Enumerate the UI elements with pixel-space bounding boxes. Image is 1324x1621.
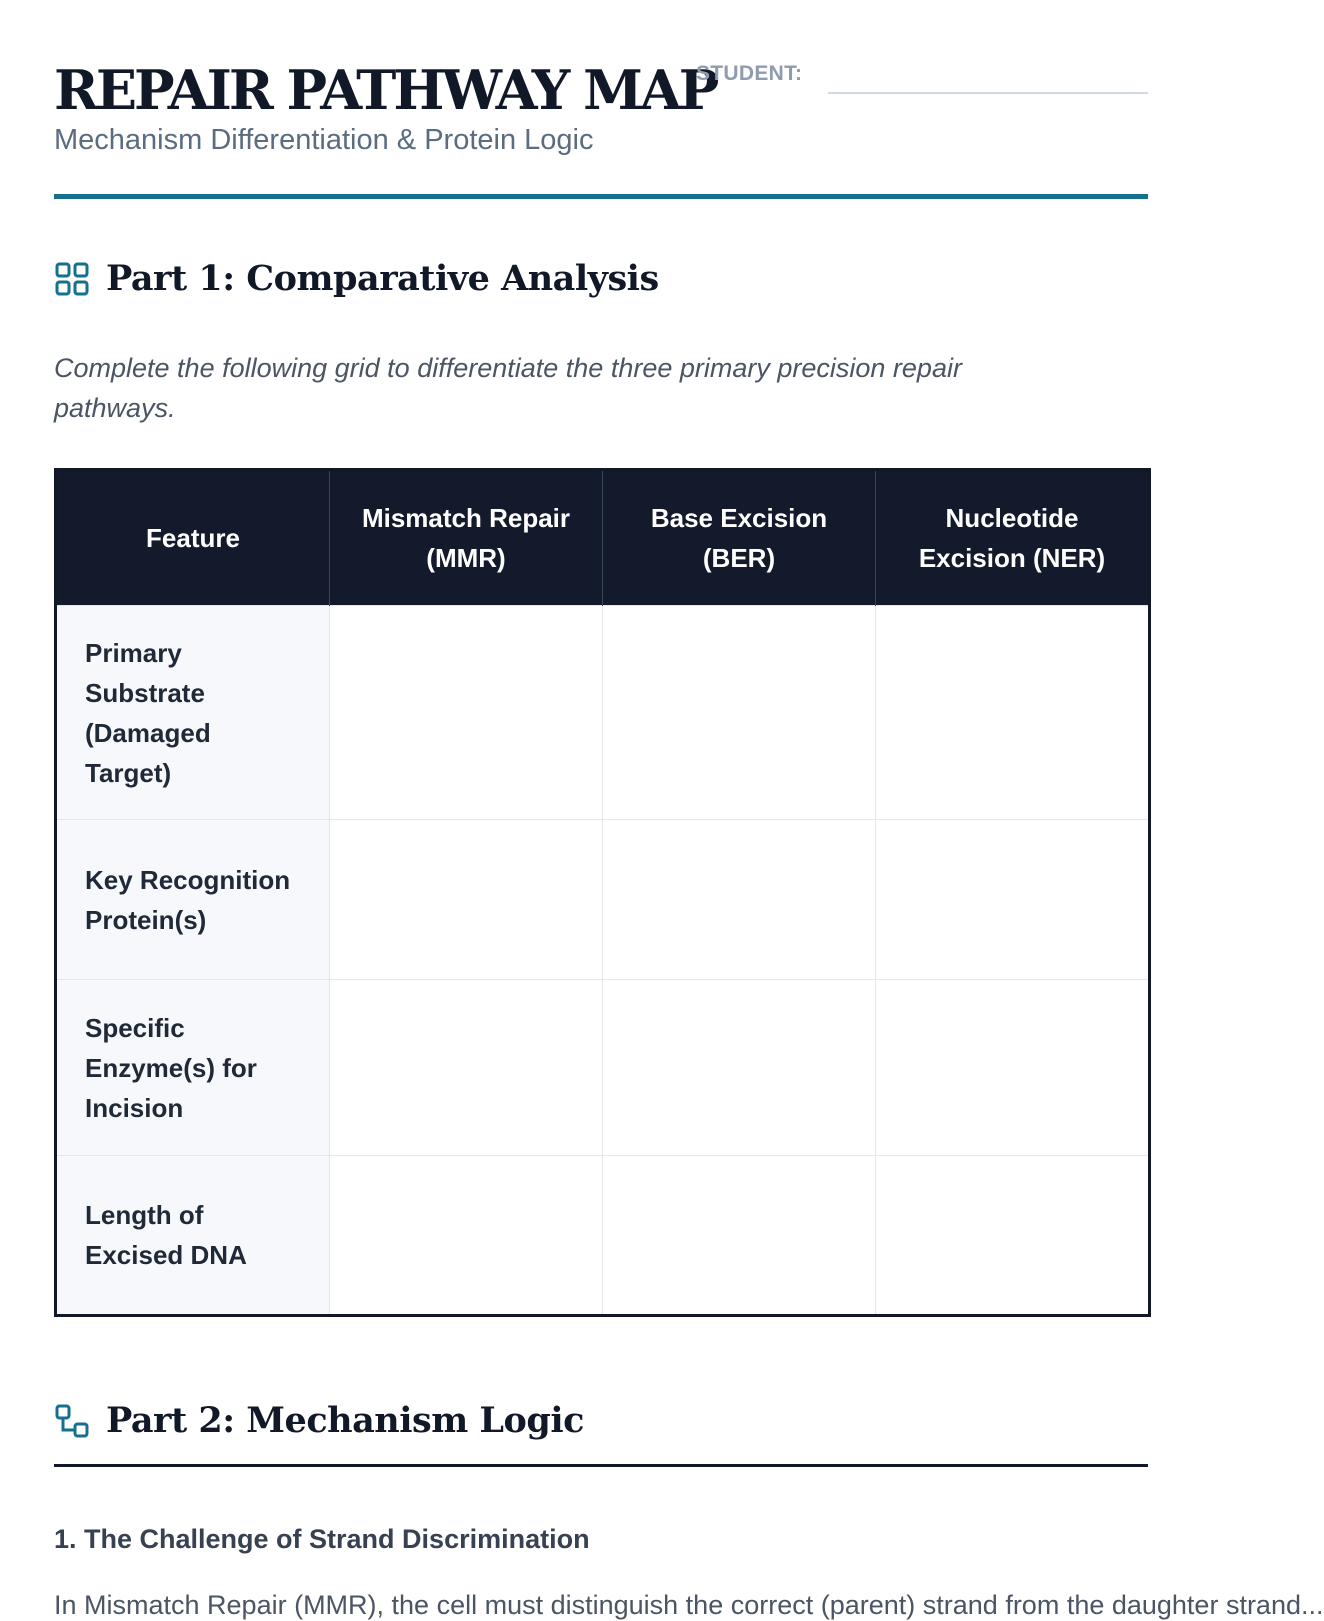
feature-label: Length of Excised DNA bbox=[56, 1156, 330, 1316]
part1-heading bbox=[54, 258, 659, 299]
page-title: REPAIR PATHWAY MAP bbox=[54, 58, 717, 122]
answer-cell[interactable] bbox=[330, 820, 603, 980]
feature-label: Primary Substrate (Damaged Target) bbox=[56, 606, 330, 820]
part2-divider bbox=[54, 1464, 1148, 1467]
worksheet-header bbox=[54, 0, 1148, 202]
answer-cell[interactable] bbox=[876, 820, 1150, 980]
workflow-icon bbox=[54, 1403, 90, 1439]
worksheet-page bbox=[54, 0, 1324, 1620]
question1-text: In Mismatch Repair (MMR), the cell must distinguish the correct (parent) strand from the daughter strand... bbox=[54, 1590, 1324, 1620]
answer-cell[interactable] bbox=[603, 606, 876, 820]
answer-cell[interactable] bbox=[603, 1156, 876, 1316]
table-row bbox=[56, 1156, 1150, 1316]
student-label: STUDENT: bbox=[696, 62, 803, 85]
column-header: Base Excision (BER) bbox=[603, 470, 876, 606]
answer-cell[interactable] bbox=[876, 1156, 1150, 1316]
answer-cell[interactable] bbox=[603, 820, 876, 980]
part1-title: Part 1: Comparative Analysis bbox=[106, 258, 659, 299]
table-row bbox=[56, 606, 1150, 820]
table-row bbox=[56, 820, 1150, 980]
answer-cell[interactable] bbox=[603, 980, 876, 1156]
answer-cell[interactable] bbox=[330, 1156, 603, 1316]
grid-icon bbox=[54, 261, 90, 297]
header-divider bbox=[54, 194, 1148, 199]
answer-cell[interactable] bbox=[876, 606, 1150, 820]
student-name-field[interactable] bbox=[828, 92, 1148, 94]
part1-instruction: Complete the following grid to differentiate the three primary precision repair pathways. bbox=[54, 353, 962, 423]
question1-title: 1. The Challenge of Strand Discrimination bbox=[54, 1524, 590, 1554]
table-header-row bbox=[56, 470, 1150, 606]
part2-heading bbox=[54, 1400, 584, 1441]
page-subtitle: Mechanism Differentiation & Protein Logic bbox=[54, 124, 594, 156]
answer-cell[interactable] bbox=[330, 606, 603, 820]
table-row bbox=[56, 980, 1150, 1156]
column-header: Mismatch Repair (MMR) bbox=[330, 470, 603, 606]
comparison-table bbox=[54, 468, 1151, 1317]
column-header: Feature bbox=[56, 470, 330, 606]
answer-cell[interactable] bbox=[330, 980, 603, 1156]
answer-cell[interactable] bbox=[876, 980, 1150, 1156]
feature-label: Key Recognition Protein(s) bbox=[56, 820, 330, 980]
part2-title: Part 2: Mechanism Logic bbox=[106, 1400, 584, 1441]
feature-label: Specific Enzyme(s) for Incision bbox=[56, 980, 330, 1156]
column-header: Nucleotide Excision (NER) bbox=[876, 470, 1150, 606]
